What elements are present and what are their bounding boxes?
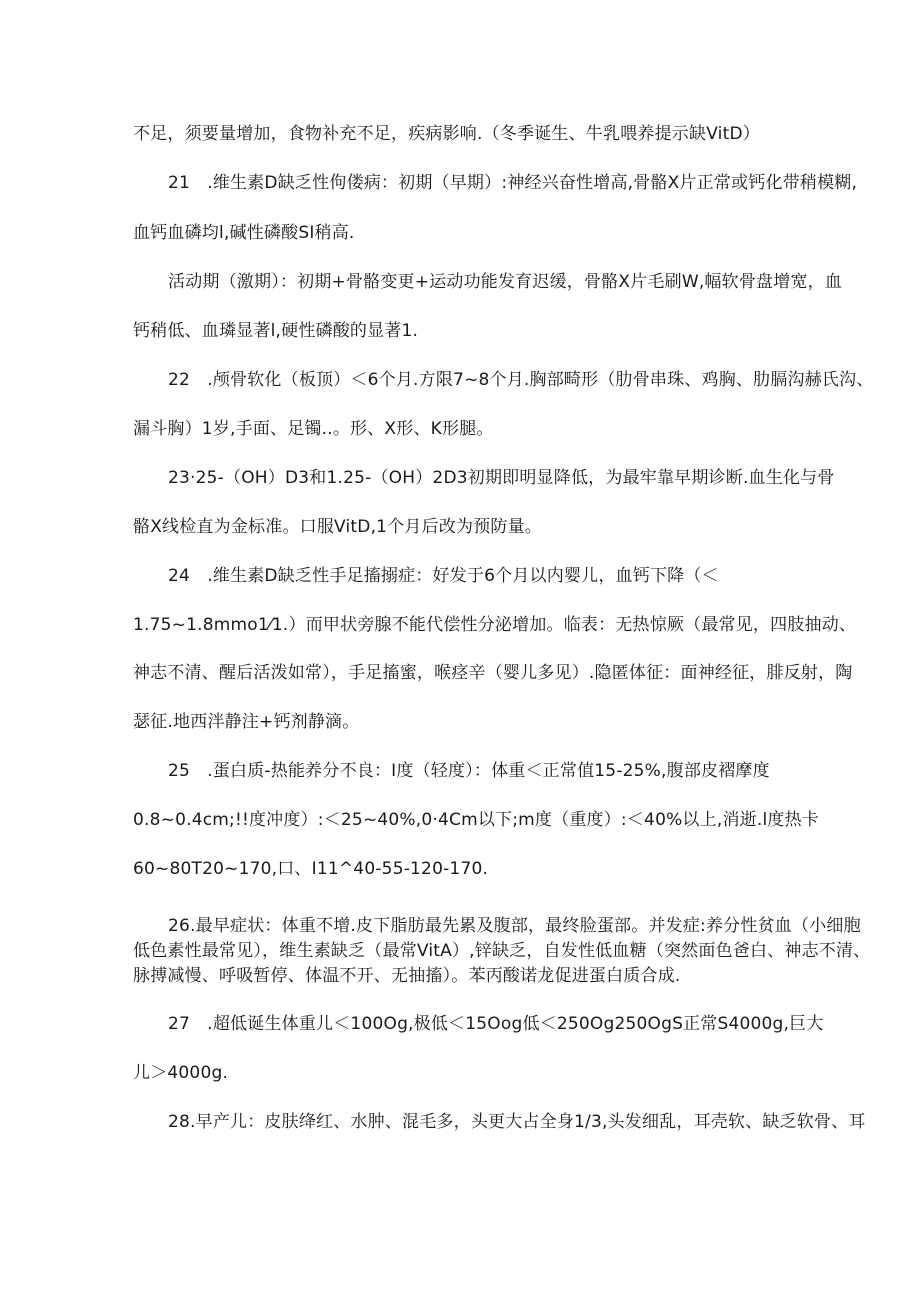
text-line: 不足，须要量增加，食物补充不足，疾病影响.（冬季诞生、牛乳喂养提示缺VitD） — [133, 124, 760, 144]
item-21-heading-line: 21 .维生素D缺乏性佝偻病：初期（早期）:神经兴奋性增高,骨骼X片正常或钙化带稍模糊, — [168, 173, 858, 193]
text-line: 神志不清、醒后活泼如常），手足搐蜜，喉痉辛（婴儿多见）.隐匿体征：面神经征，腓反射，陶 — [133, 663, 853, 683]
text-line: 血钙血磷均l,碱性磷酸SI稍高. — [133, 223, 355, 243]
text-line: 脉搏减慢、呼吸暂停、体温不开、无抽搐）。苯丙酸诺龙促进蛋白质合成. — [133, 966, 681, 986]
item-27-heading-line: 27 .超低诞生体重儿＜100Og,极低＜15Oog低＜250Og250OgS正常S4000g,巨大 — [168, 1014, 824, 1034]
text-line: 0.8~0.4cm;!!度冲度）:＜25~40%,0·4Cm以下;m度（重度）:＜40%以上,消逝.l度热卡 — [133, 810, 819, 830]
item-28-heading-line: 28.早产儿：皮肤绛红、水肿、混毛多，头更大占全身1/3,头发细乱，耳壳软、缺乏软骨、耳 — [168, 1112, 866, 1132]
item-26-heading-line: 26.最早症状：体重不增.皮下脂肪最先累及腹部，最终脸蛋部。并发症:养分性贫血（小细胞 — [168, 916, 861, 936]
text-line: 60~80T20~170,口、I11^40-55-120-170. — [133, 859, 489, 879]
text-line: 1.75~1.8mmo1⁄1.）而甲状旁腺不能代偿性分泌增加。临表：无热惊厥（最常见，四肢抽动、 — [133, 615, 857, 635]
item-25-heading-line: 25 .蛋白质-热能养分不良：I度（轻度）：体重＜正常值15-25%,腹部皮褶摩度 — [168, 761, 770, 781]
text-line: 活动期（激期）：初期+骨骼变更+运动功能发育迟缓，骨骼X片毛刷W,幅软骨盘增宽，血 — [168, 272, 843, 292]
text-line: 瑟征.地西泮静注+钙剂静滴。 — [133, 712, 360, 732]
item-23-heading-line: 23·25-（OH）D3和1.25-（OH）2D3初期即明显降低，为最牢靠早期诊断.血生化与骨 — [168, 468, 835, 488]
text-line: 钙稍低、血璘显著l,硬性磷酸的显著1. — [133, 321, 419, 341]
item-24-heading-line: 24 .维生素D缺乏性手足搐搦症：好发于6个月以内婴儿，血钙下降（＜ — [168, 566, 719, 586]
text-line: 儿＞4000g. — [133, 1063, 229, 1083]
text-line: 漏斗胸）1岁,手面、足镯..。形、X形、K形腿。 — [133, 419, 494, 439]
text-line: 低色素性最常见），维生素缺乏（最常VitA）,锌缺乏，自发性低血糖（突然面色爸白、神志不清、 — [133, 941, 871, 961]
item-22-heading-line: 22 .颅骨软化（板顶）＜6个月.方限7~8个月.胸部畸形（肋骨串珠、鸡胸、肋膈沟赫氏沟、 — [168, 370, 874, 390]
text-line: 骼X线检直为金标准。口服VitD,1个月后改为预防量。 — [133, 517, 542, 537]
